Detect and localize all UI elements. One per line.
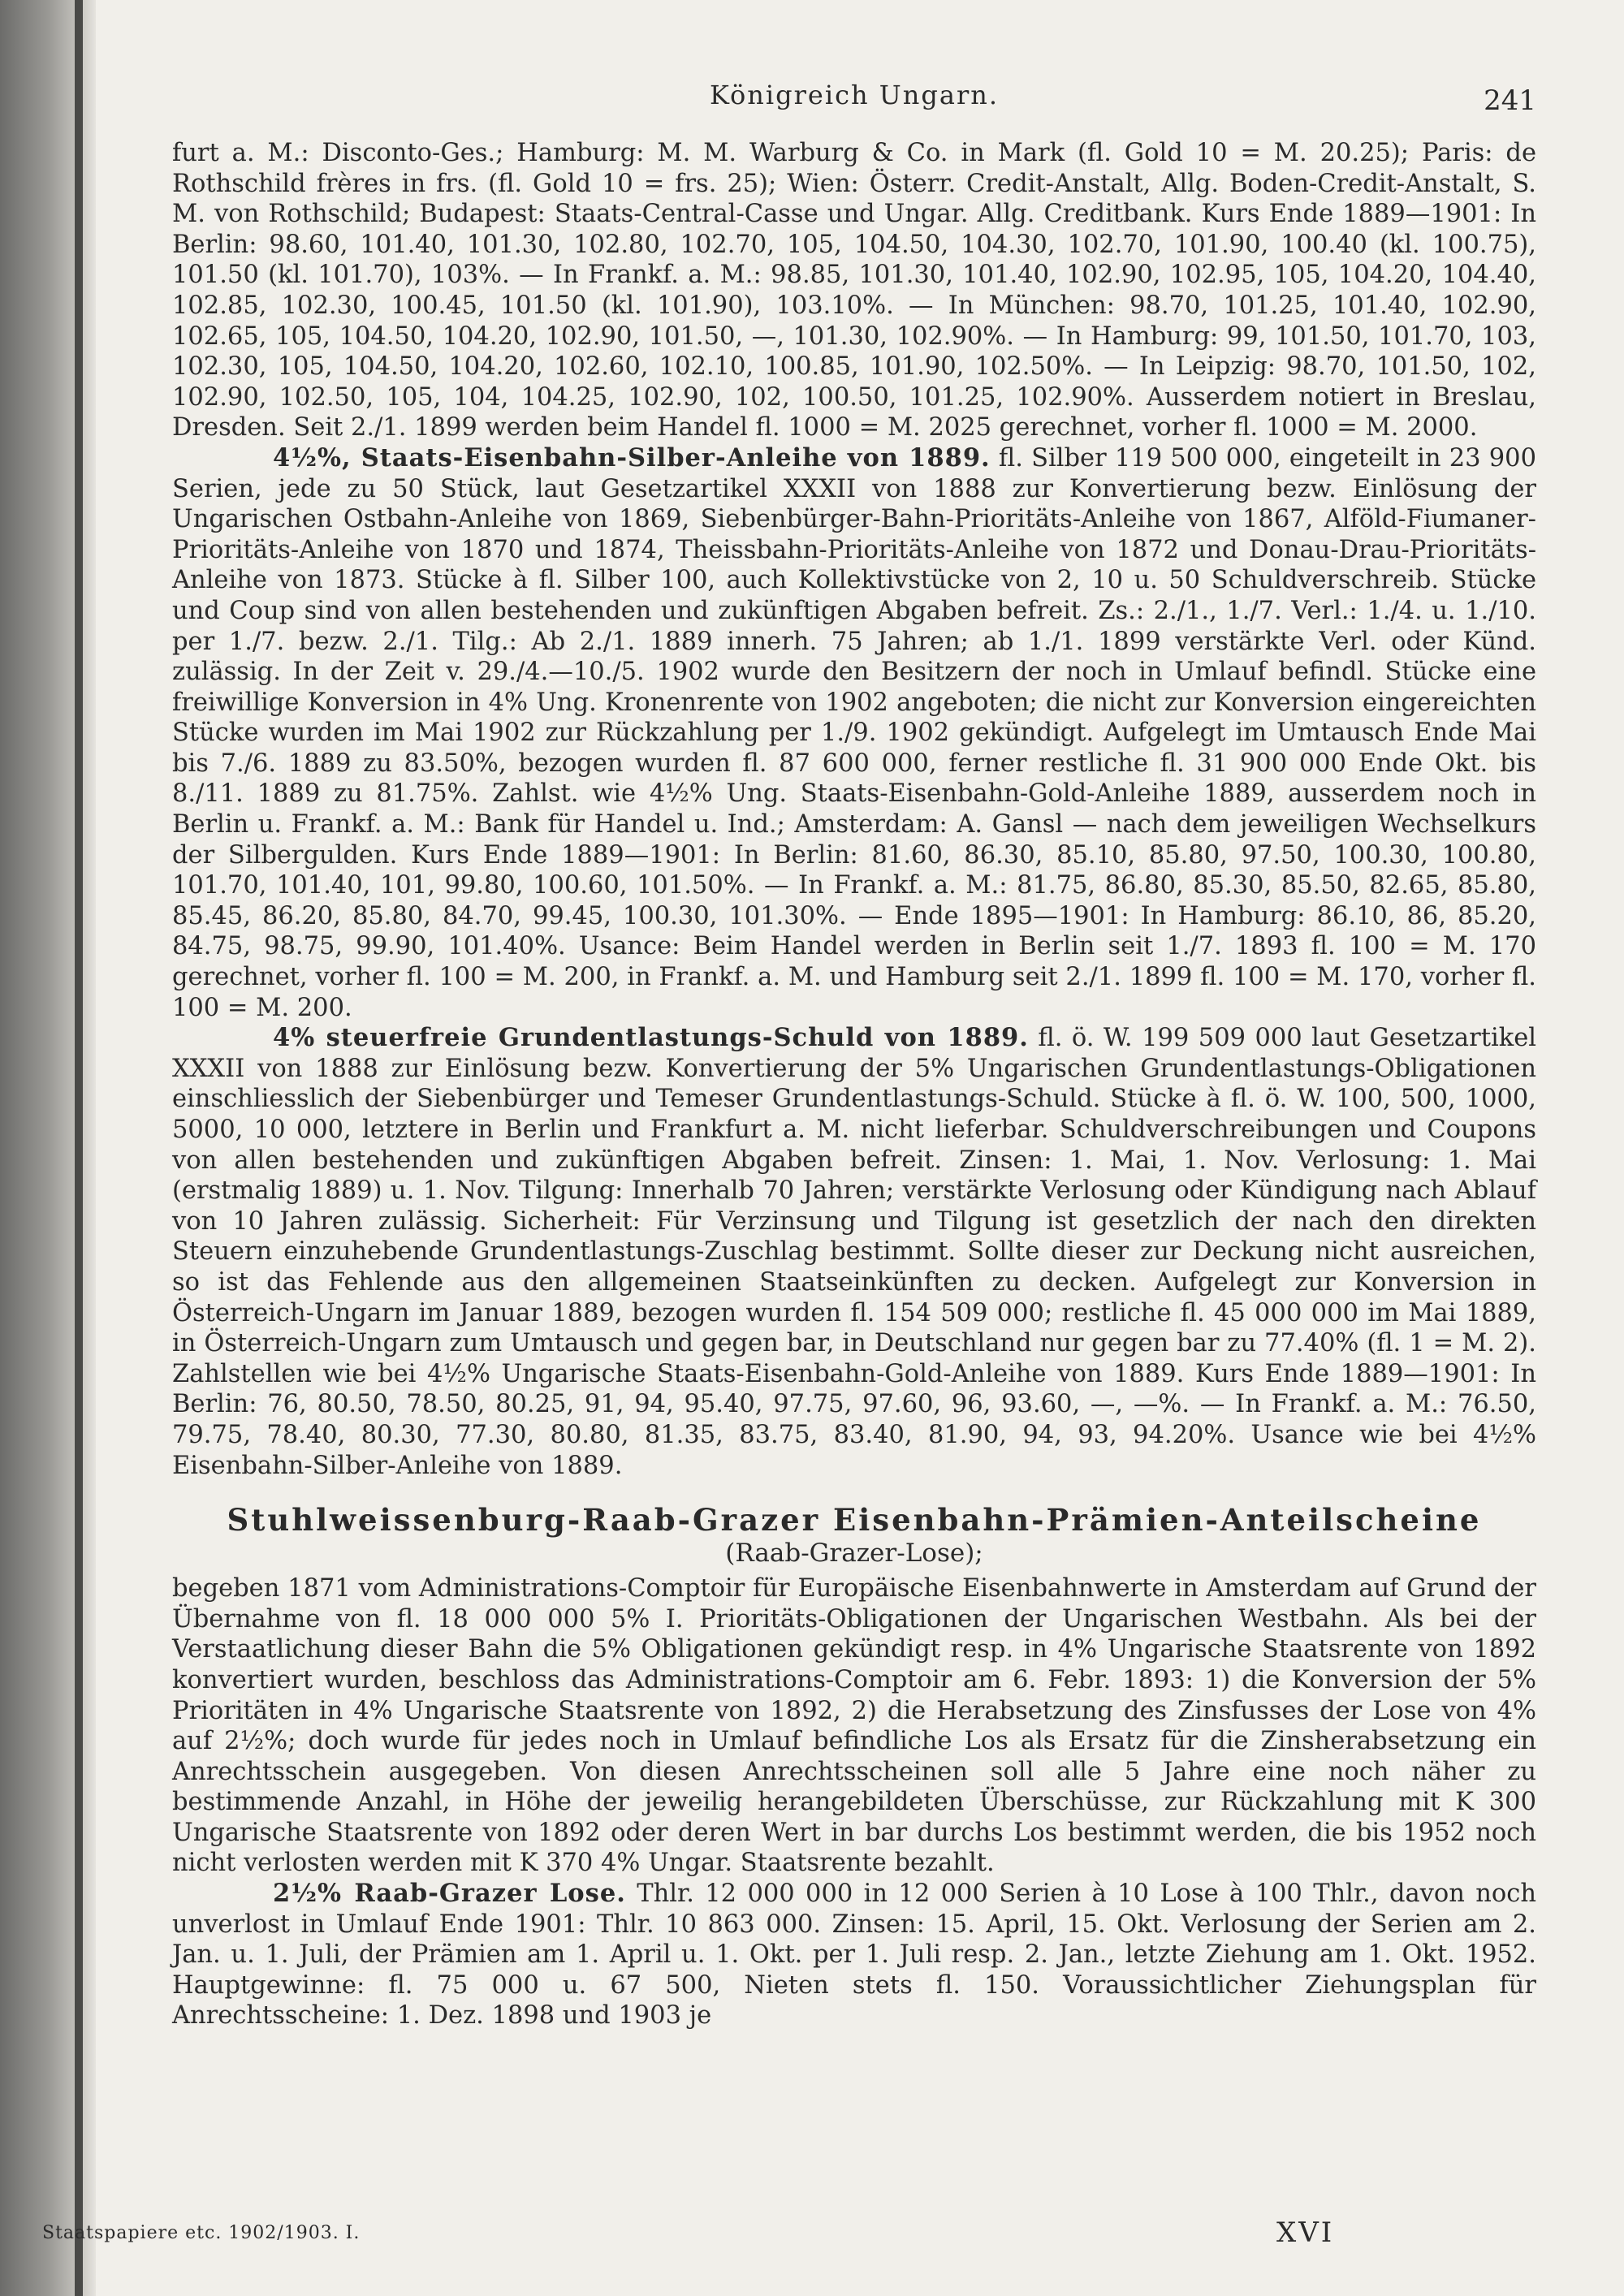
- paragraph-premium-shares: begeben 1871 vom Administrations-Comptoir für Europäische Eisenbahnwerte in Amsterdam auf Grund der Übernahme von fl. 18 000 000 5% I. Prioritäts-Obligationen der Ungarischen Westbahn. Als bei der Verstaatlichung dieser Bahn die 5% Obligationen gekündigt resp. in 4% Ungarische Staatsrente von 1892 konvertiert wurden, beschloss das Administrations-Comptoir am 6. Febr. 1893: 1) die Konversion der 5% Prioritäten in 4% Ungarische Staatsrente von 1892, 2) die Herabsetzung des Zinsfusses der Lose von 4% auf 2½%; doch wurde für jedes noch in Umlauf befindliche Los als Ersatz für die Zinsherabsetzung ein Anrechtsschein ausgegeben. Von diesen Anrechtsscheinen soll alle 5 Jahre eine noch näher zu bestimmende Anzahl, in Höhe der jeweilig herangebildeten Überschüsse, zur Rückzahlung mit K 300 Ungarische Staatsrente von 1892 oder deren Wert in bar durchs Los bestimmt werden, die bis 1952 noch nicht verlosten werden mit K 370 4% Ungar. Staatsrente bezahlt.: [172, 1574, 1536, 1878]
- body-text: [172, 138, 1536, 2031]
- page-number: 241: [1484, 84, 1536, 117]
- page-title: Königreich Ungarn.: [709, 80, 1000, 110]
- section-title: Stuhlweissenburg-Raab-Grazer Eisenbahn-Prämien-Anteilscheine: [227, 1502, 1482, 1539]
- binding-edge: [75, 0, 83, 2296]
- paragraph-gold-loan-continuation: furt a. M.: Disconto-Ges.; Hamburg: M. M. Warburg & Co. in Mark (fl. Gold 10 = M. 20.25); Paris: de Rothschild frères in frs. (fl. Gold 10 = frs. 25); Wien: Österr. Credit-Anstalt, Allg. Boden-Credit-Anstalt, S. M. von Rothschild; Budapest: Staats-Central-Casse und Ungar. Allg. Creditbank. Kurs Ende 1889—1901: In Berlin: 98.60, 101.40, 101.30, 102.80, 102.70, 105, 104.50, 104.30, 102.70, 101.90, 100.40 (kl. 100.75), 101.50 (kl. 101.70), 103%. — In Frankf. a. M.: 98.85, 101.30, 101.40, 102.90, 102.95, 105, 104.20, 104.40, 102.85, 102.30, 100.45, 101.50 (kl. 101.90), 103.10%. — In München: 98.70, 101.25, 101.40, 102.90, 102.65, 105, 104.50, 104.20, 102.90, 101.50, —, 101.30, 102.90%. — In Hamburg: 99, 101.50, 101.70, 103, 102.30, 105, 104.50, 104.20, 102.60, 102.10, 100.85, 101.90, 102.50%. — In Leipzig: 98.70, 101.50, 102, 102.90, 102.50, 105, 104, 104.25, 102.90, 102, 100.50, 101.25, 102.90%. Ausserdem notiert in Breslau, Dresden. Seit 2./1. 1899 werden beim Handel fl. 1000 = M. 2025 gerechnet, vorher fl. 1000 = M. 2000.: [172, 139, 1536, 442]
- raab-grazer-text: Thlr. 12 000 000 in 12 000 Serien à 10 Lose à 100 Thlr., davon noch unverlost in Umlauf Ende 1901: Thlr. 10 863 000. Zinsen: 15. April, 15. Okt. Verlosung der Serien am 2. Jan. u. 1. Juli, der Prämien am 1. April u. 1. Okt. per 1. Juli resp. 2. Jan., letzte Ziehung am 1. Okt. 1952. Hauptgewinne: fl. 75 000 u. 67 500, Nieten stets fl. 150. Voraussichtlicher Ziehungsplan für Anrechtsscheine: 1. Dez. 1898 und 1903 je: [172, 1880, 1536, 2031]
- paragraph-silver-loan: [172, 443, 1536, 1023]
- footer-signature: Staatspapiere etc. 1902/1903. I.: [42, 2223, 361, 2243]
- raab-grazer-heading: 2½% Raab-Grazer Lose.: [273, 1879, 626, 1909]
- document-page: [172, 73, 1536, 2265]
- silver-loan-text: fl. Silber 119 500 000, eingeteilt in 23 900 Serien, jede zu 50 Stück, laut Gesetzartikel XXXII von 1888 zur Konvertierung bezw. Einlösung der Ungarischen Ostbahn-Anleihe von 1869, Siebenbürger-Bahn-Prioritäts-Anleihe von 1867, Alföld-Fiumaner-Prioritäts-Anleihe von 1870 und 1874, Theissbahn-Prioritäts-Anleihe von 1872 und Donau-Drau-Prioritäts-Anleihe von 1873. Stücke à fl. Silber 100, auch Kollektivstücke von 2, 10 u. 50 Schuldverschreib. Stücke und Coup sind von allen bestehenden und zukünftigen Abgaben befreit. Zs.: 2./1., 1./7. Verl.: 1./4. u. 1./10. per 1./7. bezw. 2./1. Tilg.: Ab 2./1. 1889 innerh. 75 Jahren; ab 1./1. 1899 verstärkte Verl. oder Künd. zulässig. In der Zeit v. 29./4.—10./5. 1902 wurde den Besitzern der noch in Umlauf befindl. Stücke eine freiwillige Konversion in 4% Ung. Kronenrente von 1902 angeboten; die nicht zur Konversion eingereichten Stücke wurden im Mai 1902 zur Rückzahlung per 1./9. 1902 gekündigt. Aufgelegt im Umtausch Ende Mai bis 7./6. 1889 zu 83.50%, bezogen wurden fl. 87 600 000, ferner restliche fl. 31 900 000 Ende Okt. bis 8./11. 1889 zu 81.75%. Zahlst. wie 4½% Ung. Staats-Eisenbahn-Gold-Anleihe 1889, ausserdem noch in Berlin u. Frankf. a. M.: Bank für Handel u. Ind.; Amsterdam: A. Gansl — nach dem jeweiligen Wechselkurs der Silbergulden. Kurs Ende 1889—1901: In Berlin: 81.60, 86.30, 85.10, 85.80, 97.50, 100.30, 100.80, 101.70, 101.40, 101, 99.80, 100.60, 101.50%. — In Frankf. a. M.: 81.75, 86.80, 85.30, 85.50, 82.65, 85.80, 85.45, 86.20, 85.80, 84.70, 99.45, 100.30, 101.30%. — Ende 1895—1901: In Hamburg: 86.10, 86, 85.20, 84.75, 98.75, 99.90, 101.40%. Usance: Beim Handel werden in Berlin seit 1./7. 1893 fl. 100 = M. 170 gerechnet, vorher fl. 100 = M. 200, in Frankf. a. M. und Hamburg seit 2./1. 1899 fl. 100 = M. 170, vorher fl. 100 = M. 200.: [172, 443, 1536, 1022]
- land-debt-heading: 4% steuerfreie Grundentlastungs-Schuld von 1889.: [273, 1023, 1029, 1053]
- section-subtitle: (Raab-Grazer-Lose);: [725, 1539, 983, 1569]
- running-header: [172, 73, 1536, 138]
- paragraph-raab-grazer-lots: [172, 1879, 1536, 2031]
- silver-loan-heading: 4½%, Staats-Eisenbahn-Silber-Anleihe von 1889.: [273, 442, 991, 473]
- paragraph-land-debt: [172, 1023, 1536, 1481]
- land-debt-text: fl. ö. W. 199 509 000 laut Gesetzartikel XXXII von 1888 zur Einlösung bezw. Konvertierung der 5% Ungarischen Grundentlastungs-Obligationen einschliesslich der Siebenbürger und Temeser Grundentlastungs-Schuld. Stücke à fl. ö. W. 100, 500, 1000, 5000, 10 000, letztere in Berlin und Frankfurt a. M. nicht lieferbar. Schuldverschreibungen und Coupons von allen bestehenden und zukünftigen Abgaben befreit. Zinsen: 1. Mai, 1. Nov. Verlosung: 1. Mai (erstmalig 1889) u. 1. Nov. Tilgung: Innerhalb 70 Jahren; verstärkte Verlosung oder Kündigung nach Ablauf von 10 Jahren zulässig. Sicherheit: Für Verzinsung und Tilgung ist gesetzlich der nach den direkten Steuern einzuhebende Grundentlastungs-Zuschlag bestimmt. Sollte dieser zur Deckung nicht ausreichen, so ist das Fehlende aus den allgemeinen Staatseinkünften zu decken. Aufgelegt zur Konversion in Österreich-Ungarn im Januar 1889, bezogen wurden fl. 154 509 000; restliche fl. 45 000 000 im Mai 1889, in Österreich-Ungarn zum Umtausch und gegen bar, in Deutschland nur gegen bar zu 77.40% (fl. 1 = M. 2). Zahlstellen wie bei 4½% Ungarische Staats-Eisenbahn-Gold-Anleihe von 1889. Kurs Ende 1889—1901: In Berlin: 76, 80.50, 78.50, 80.25, 91, 94, 95.40, 97.75, 97.60, 96, 93.60, —, —%. — In Frankf. a. M.: 76.50, 79.75, 78.40, 80.30, 77.30, 80.80, 81.35, 83.75, 83.40, 81.90, 94, 93, 94.20%. Usance wie bei 4½% Eisenbahn-Silber-Anleihe von 1889.: [172, 1024, 1536, 1480]
- footer-sheet-number: XVI: [1276, 2216, 1335, 2249]
